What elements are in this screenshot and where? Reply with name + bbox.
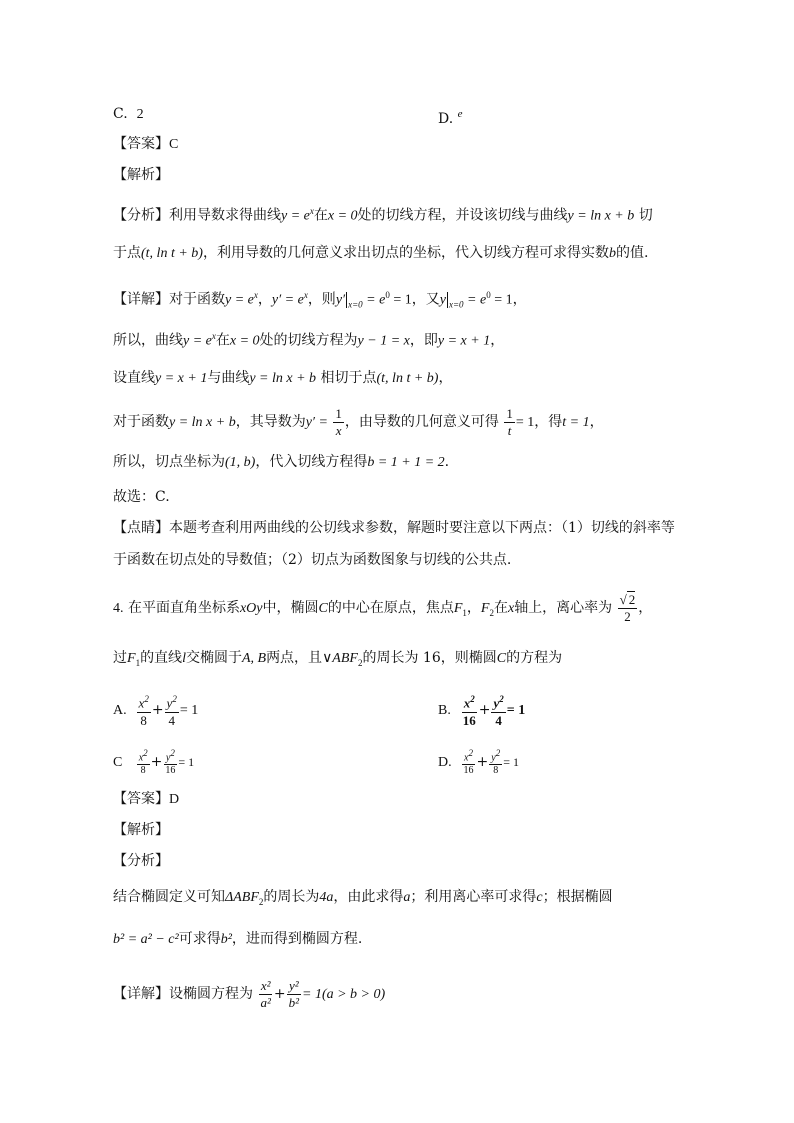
dianjing-line-1: 【点睛】本题考查利用两曲线的公切线求参数，解题时要注意以下两点：（1）切线的斜率等 — [113, 520, 675, 536]
q4-option-a: A. $\frac{x^2}{8}$ + $\frac{y^2}{4}$ = 1 — [113, 688, 198, 733]
dianjing-line-2: 于函数在切点处的导数值；（2）切点为函数图象与切线的公共点. — [113, 552, 512, 568]
guxuan-line: 故选：C. — [113, 489, 170, 505]
q4-option-d: D. $\frac{x^2}{16}$ + $\frac{y^2}{8}$ = 1 — [438, 747, 519, 777]
fenxi-line-2: 于点(t, ln t + b)，利用导数的几何意义求出切点的坐标，代入切线方程可求得实数b的值. — [113, 245, 649, 261]
q4-fenxi-line-1: 结合椭圆定义可知$\Delta ABF_2$的周长为4a，由此求得a；利用离心率可求得c；根据椭圆 — [113, 889, 613, 907]
q4-stem-line-2: 过$F_1$的直线l交椭圆于A, B两点，且$\vee ABF_2$的周长为 16，则椭圆C的方程为 — [113, 650, 563, 668]
fenxi-line-1: 【分析】利用导数求得曲线$y = e^x$在x = 0处的切线方程，并设该切线与曲线y = ln x + b 切 — [113, 206, 653, 224]
fraction-1-over-x: $\frac{1}{x}$ — [335, 405, 342, 438]
q4-analysis-tag: 【解析】 — [113, 822, 169, 838]
q4-fenxi-tag: 【分析】 — [113, 853, 169, 869]
xiangjie-line-3: 设直线y = x + 1与曲线y = ln x + b 相切于点(t, ln t + b)， — [113, 370, 453, 386]
analysis-tag: 【解析】 — [113, 167, 169, 183]
fraction-1-over-t: $\frac{1}{t}$ — [506, 405, 513, 438]
q4-fenxi-line-2: b² = a² − c²可求得b²，进而得到椭圆方程. — [113, 931, 363, 947]
option-c: C. 2 — [113, 106, 144, 122]
q4-answer-line: 【答案】D — [113, 791, 180, 807]
xiangjie-line-4: 对于函数y = ln x + b，其导数为y′ = $\frac{1}{x}$ ，由导数的几何意义可得 $\frac{1}{t}$ = 1，得t = 1， — [113, 405, 604, 438]
q4-stem-line-1: 4. 在平面直角坐标系xOy中，椭圆C的中心在原点，焦点$F_1$，$F_2$在x轴上，离心率为 $\frac{√ 2}{2}$ ， — [113, 592, 653, 624]
xiangjie-line-2: 所以，曲线$y = e^x$在x = 0处的切线方程为y − 1 = x，即y = x + 1， — [113, 331, 505, 349]
q4-option-b: B. $\frac{x^2}{16}$ + $\frac{y^2}{4}$ = 1 — [438, 688, 525, 733]
option-d: D. $^e$ — [438, 108, 463, 127]
eccentricity-fraction: $\frac{√ 2}{2}$ — [619, 592, 636, 624]
q4-xiangjie-line: 【详解】设椭圆方程为 $\frac{\text{x²}}{\text{a²}}$ + $\frac{\text{y²}}{\text{b²}}$ = 1(a > b > 0) — [113, 977, 386, 1010]
answer-line: 【答案】C — [113, 136, 179, 152]
xiangjie-line-5: 所以，切点坐标为(1, b)，代入切线方程得b = 1 + 1 = 2. — [113, 454, 450, 470]
q4-option-c: C $\frac{x^2}{8}$ + $\frac{y^2}{16}$ = 1 — [113, 747, 195, 777]
xiangjie-line-1: 【详解】对于函数$y = e^x$，$y' = e^x$，则y′ $_{x=0} = e^0 = 1$，又y $_{x=0} = e^0 = 1$， — [113, 290, 527, 310]
